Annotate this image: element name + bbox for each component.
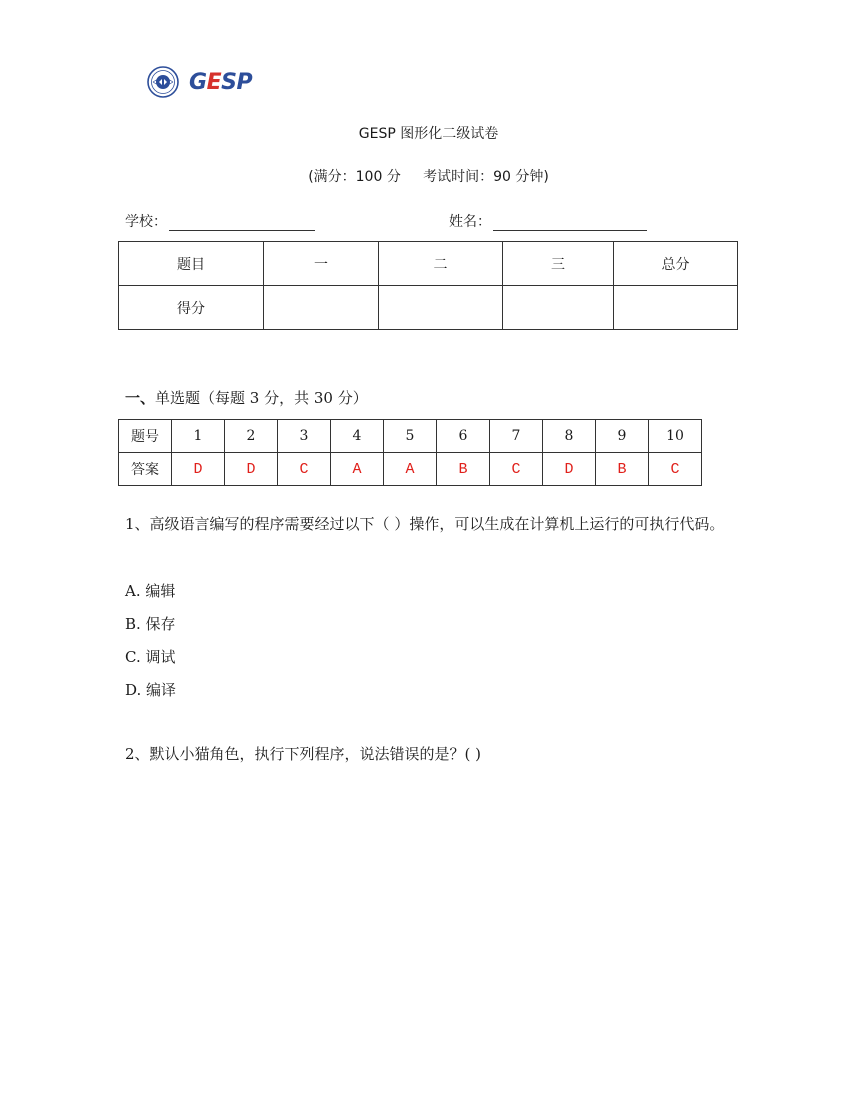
name-field xyxy=(449,211,647,231)
question-number-cell: 4 xyxy=(331,420,384,453)
section-1-heading: 单选题（每题 3 分，共 30 分） xyxy=(155,389,368,407)
score-table-row xyxy=(119,286,738,330)
question-1-option-a: A. 编辑 xyxy=(125,582,176,600)
answer-cell: A xyxy=(331,453,384,486)
score-table xyxy=(118,241,738,330)
score-header-cell: 一 xyxy=(264,242,379,286)
answer-row-label: 答案 xyxy=(119,453,172,486)
score-table-header-row xyxy=(119,242,738,286)
answer-cell: B xyxy=(437,453,490,486)
exam-title: GESP 图形化二级试卷 xyxy=(358,126,499,142)
question-2-text: 2、默认小猫角色，执行下列程序，说法错误的是？( ) xyxy=(125,745,482,763)
question-number-cell: 10 xyxy=(649,420,702,453)
question-number-cell: 9 xyxy=(596,420,649,453)
score-header-cell: 二 xyxy=(379,242,503,286)
name-label: 姓名： xyxy=(449,214,491,230)
answer-cell: B xyxy=(596,453,649,486)
score-row-label: 得分 xyxy=(119,286,264,330)
answer-cell: D xyxy=(172,453,225,486)
question-number-cell: 8 xyxy=(543,420,596,453)
school-label: 学校： xyxy=(125,214,167,230)
answer-cell: C xyxy=(649,453,702,486)
question-number-cell: 2 xyxy=(225,420,278,453)
gesp-logo xyxy=(147,66,252,98)
question-1-option-b: B. 保存 xyxy=(125,615,176,633)
score-header-cell: 三 xyxy=(503,242,614,286)
answer-cell: A xyxy=(384,453,437,486)
question-number-cell: 6 xyxy=(437,420,490,453)
answer-cell: D xyxy=(225,453,278,486)
school-field xyxy=(125,211,315,231)
section-1-number: 一、 xyxy=(125,389,156,407)
score-header-cell: 总分 xyxy=(614,242,738,286)
gesp-seal-icon xyxy=(147,66,179,98)
answer-cell: C xyxy=(490,453,543,486)
answer-row-label: 题号 xyxy=(119,420,172,453)
question-1-option-c: C. 调试 xyxy=(125,648,176,666)
question-number-cell: 1 xyxy=(172,420,225,453)
answer-table xyxy=(118,419,702,486)
answer-cell: C xyxy=(278,453,331,486)
score-header-cell: 题目 xyxy=(119,242,264,286)
question-number-cell: 5 xyxy=(384,420,437,453)
score-blank-cell xyxy=(264,286,379,330)
score-blank-cell xyxy=(379,286,503,330)
question-number-cell: 3 xyxy=(278,420,331,453)
answer-cell: D xyxy=(543,453,596,486)
question-number-cell: 7 xyxy=(490,420,543,453)
name-blank-line xyxy=(493,214,647,231)
question-1-option-d: D. 编译 xyxy=(125,681,177,699)
gesp-logo-text: GESP xyxy=(189,69,253,95)
school-blank-line xyxy=(169,214,315,231)
question-1-text: 1、高级语言编写的程序需要经过以下（ ）操作，可以生成在计算机上运行的可执行代码。 xyxy=(125,515,725,533)
score-blank-cell xyxy=(503,286,614,330)
score-blank-cell xyxy=(614,286,738,330)
answer-table-answer-row xyxy=(119,453,702,486)
exam-subtitle: (满分：100 分 考试时间：90 分钟) xyxy=(308,169,549,185)
section-1-title xyxy=(125,387,368,408)
answer-table-number-row xyxy=(119,420,702,453)
